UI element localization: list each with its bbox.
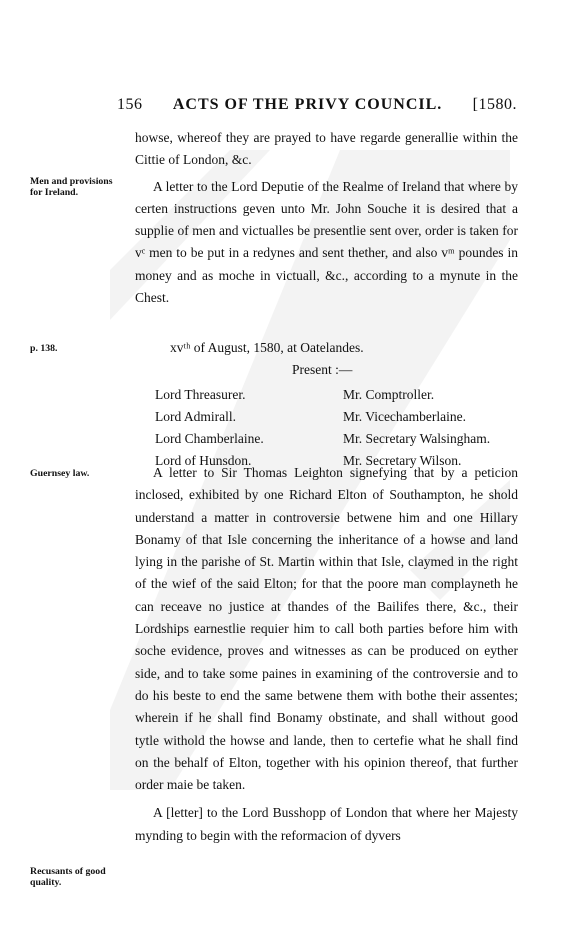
attendee-right: Mr. Secretary Wilson. — [343, 453, 462, 468]
attendee-right: Mr. Comptroller. — [343, 387, 435, 402]
margin-note-ireland: Men and provisions for Ireland. — [30, 176, 113, 198]
body-block-1 — [135, 127, 518, 309]
attendee-left: Lord Chamberlaine. — [155, 431, 264, 446]
meeting-date-line: xvᵗʰ of August, 1580, at Oatelandes. — [170, 340, 364, 355]
attendee-row — [155, 384, 515, 406]
paragraph-recusants-letter: A [letter] to the Lord Busshopp of London that where her Majesty mynding to begin with the reformacion of dyvers — [135, 805, 518, 843]
attendee-left: Lord Threasurer. — [155, 387, 246, 402]
page-year: [1580. — [472, 96, 517, 113]
attendee-left: Lord Admirall. — [155, 409, 236, 424]
present-label: Present :— — [292, 362, 353, 377]
margin-note-guernsey: Guernsey law. — [30, 468, 90, 479]
attendee-row — [155, 428, 515, 450]
attendee-row — [155, 406, 515, 428]
attendee-list — [155, 384, 515, 472]
margin-page-reference: p. 138. — [30, 343, 58, 354]
paragraph-guernsey-letter: A letter to Sir Thomas Leighton signefying that by a peticion inclosed, exhibited by one Richard Elton of Southampton, he shold understand a matter in controversie betwene him and one Hillary Bonamy of that Isle concerning the inheritance of a howse and land lying in the parishe of St. Martin within that Isle, claymed in the right of the wief of the said Elton; for that the poore man complayneth he can receave no justice at thandes of the Bailifes there, &c., their Lordships earnestlie requier him to call both parties before him with soche evidence, proves and witnesses as can be produced on eyther side, and to take some paines in examining of the controversie and to do his beste to end the same betwene them with bothe their assentes; wherein if he shall find Bonamy obstinate, and shall without good tytle withold the howse and lande, then to certefie what he shall find on the behalf of Elton, together with his opinion thereof, that further order maie be taken. — [135, 465, 518, 793]
page-header — [117, 96, 517, 114]
attendee-right: Mr. Secretary Walsingham. — [343, 431, 491, 446]
attendee-left: Lord of Hunsdon. — [155, 453, 252, 468]
body-block-2 — [135, 462, 518, 847]
page-number: 156 — [117, 96, 143, 113]
running-title: ACTS OF THE PRIVY COUNCIL. — [172, 96, 443, 113]
paragraph-ireland-letter: A letter to the Lord Deputie of the Realme of Ireland that where by certen instructions geven unto Mr. John Souche it is desired that a supplie of men and victualles be presentlie sent over, order is taken for vᶜ men to be put in a redynes and sent thether, and also vᵐ poundes in money and as moche in victuall, &c., according to a mynute in the Chest. — [135, 178, 518, 306]
margin-note-recusants: Recusants of good quality. — [30, 866, 106, 888]
attendee-right: Mr. Vicechamberlaine. — [343, 409, 467, 424]
paragraph-continuation: howse, whereof they are prayed to have regarde generallie within the Cittie of London, &c. — [135, 130, 518, 168]
